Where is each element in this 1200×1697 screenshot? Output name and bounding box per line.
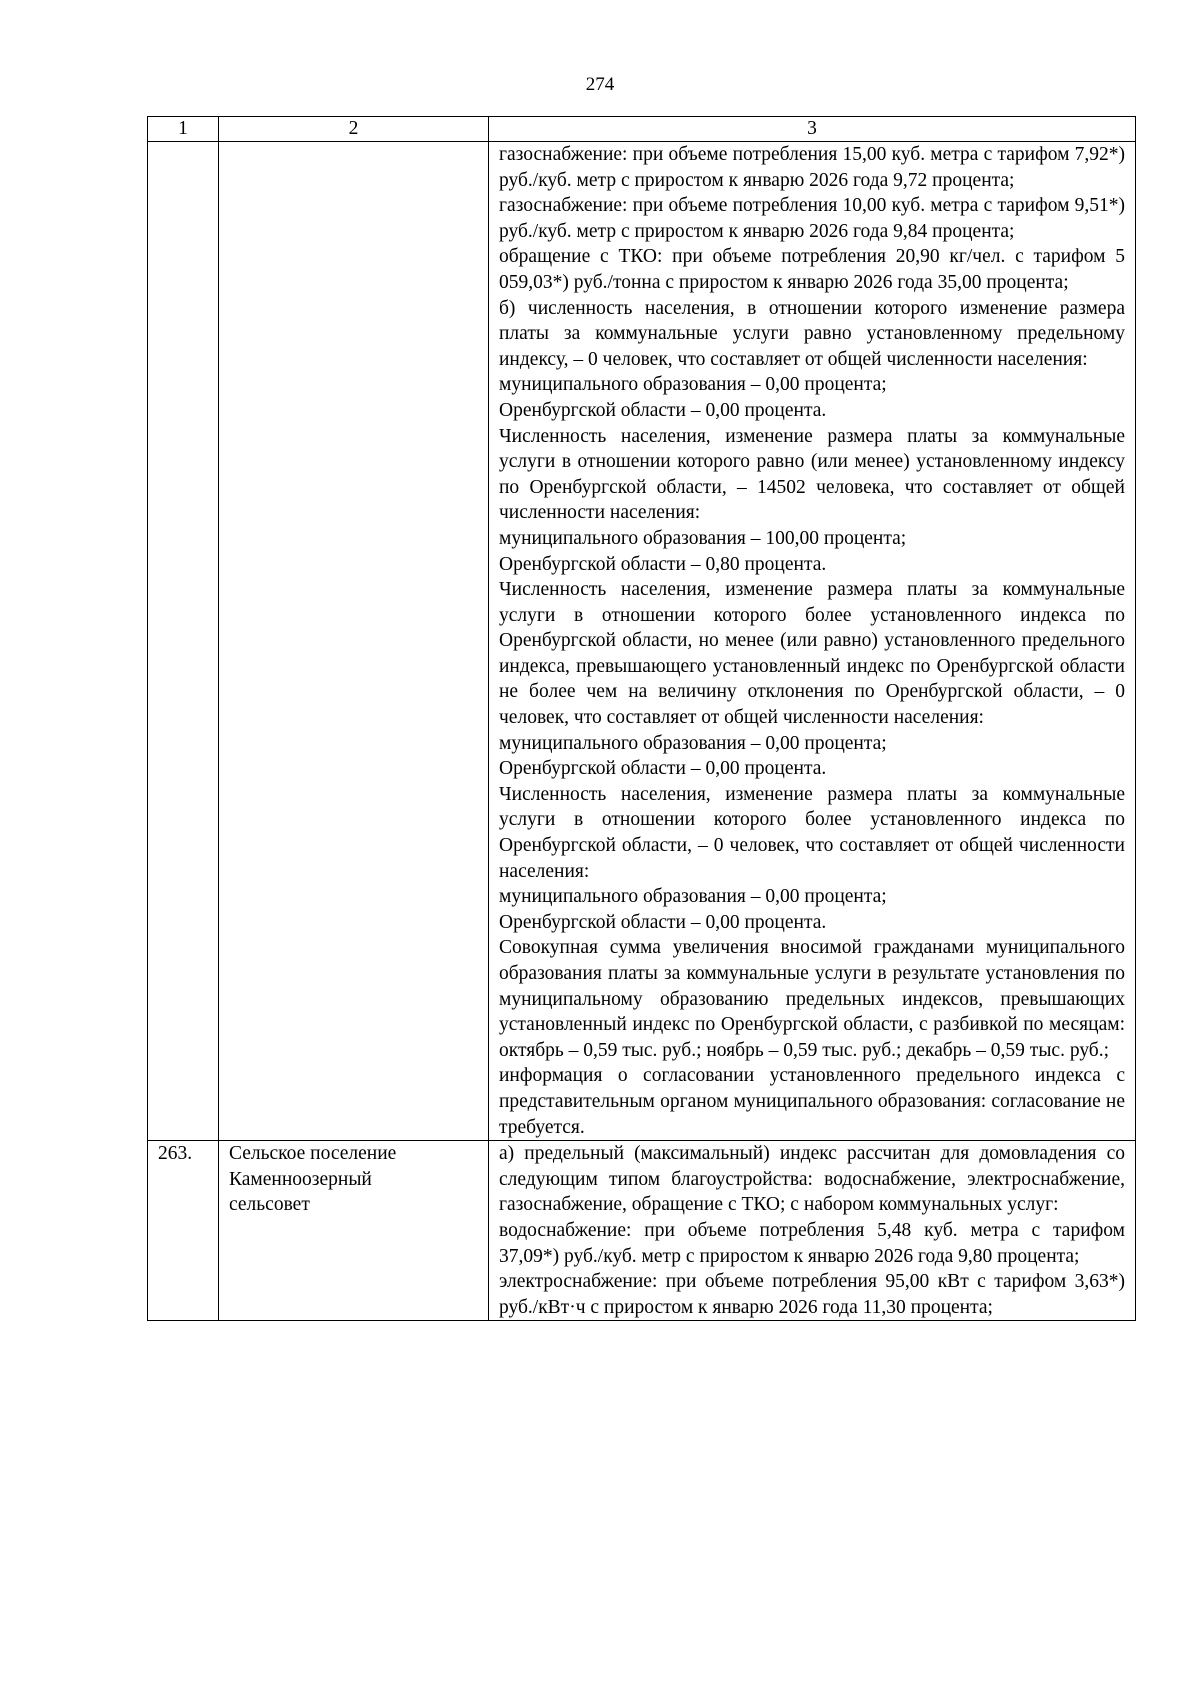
paragraph: муниципального образования – 100,00 процента; (499, 527, 907, 549)
paragraph: Численность населения, изменение размера платы за коммунальные услуги в отношении которого более установленного индекса по Оренбургской области, но менее (или равно) установленного предельного индекса, превышающего установленный индекс по Оренбургской области не более чем на величину отклонения по Оренбургской области, – 0 человек, что составляет от общей численности населения: (499, 579, 1125, 729)
paragraph: Оренбургской области – 0,80 процента. (499, 553, 827, 575)
column-header-3: 3 (489, 117, 1136, 142)
row-number-cell-empty (148, 142, 219, 1141)
row-name-cell-empty (219, 142, 489, 1141)
paragraph: муниципального образования – 0,00 процента; (499, 732, 887, 754)
paragraph: муниципального образования – 0,00 процента; (499, 374, 887, 396)
column-header-1: 1 (148, 117, 219, 142)
row-number: 263. (148, 1141, 219, 1321)
paragraph: Оренбургской области – 0,00 процента. (499, 758, 827, 780)
paragraph: информация о согласовании установленного предельного индекса с представительным органом муниципального образования: согласование не требуется. (499, 1065, 1125, 1138)
paragraph: Численность населения, изменение размера платы за коммунальные услуги в отношении которого равно (или менее) установленному индексу по Оренбургской области, – 14502 человека, что составляет от общей численности населения: (499, 425, 1125, 524)
paragraph: б) численность населения, в отношении которого изменение размера платы за коммунальные услуги равно установленному предельному индексу, – 0 человек, что составляет от общей численности населения: (499, 297, 1125, 370)
page-number: 274 (585, 74, 615, 95)
row-name (219, 1141, 489, 1321)
paragraph: а) предельный (максимальный) индекс рассчитан для домовладения со следующим типом благоустройства: водоснабжение, электроснабжение, газоснабжение, обращение с ТКО; с набором коммунальных услуг: (499, 1143, 1125, 1216)
paragraph: газоснабжение: при объеме потребления 15,00 куб. метра с тарифом 7,92*) руб./куб. метр с приростом к январю 2026 года 9,72 процента; (499, 144, 1125, 191)
paragraph: водоснабжение: при объеме потребления 5,48 куб. метра с тарифом 37,09*) руб./куб. метр с приростом к январю 2026 года 9,80 процента; (499, 1219, 1125, 1267)
row-content-cell (489, 1141, 1136, 1321)
row-name-line: Каменноозерный (229, 1168, 372, 1190)
table-row-263 (148, 1141, 1136, 1321)
paragraph: Оренбургской области – 0,00 процента. (499, 399, 827, 421)
table-row-continued (148, 142, 1136, 1141)
table-header-row (148, 117, 1136, 142)
paragraph: Численность населения, изменение размера платы за коммунальные услуги в отношении которого более установленного индекса по Оренбургской области, – 0 человек, что составляет от общей численности населения: (499, 783, 1125, 882)
data-table (147, 116, 1136, 1321)
paragraph: Оренбургской области – 0,00 процента. (499, 911, 827, 933)
row-content-cell (489, 142, 1136, 1141)
paragraph: газоснабжение: при объеме потребления 10,00 куб. метра с тарифом 9,51*) руб./куб. метр с приростом к январю 2026 года 9,84 процента; (499, 195, 1125, 242)
paragraph: Совокупная сумма увеличения вносимой гражданами муниципального образования платы за коммунальные услуги в результате установления по муниципальному образованию предельных индексов, превышающих установленный индекс по Оренбургской области, с разбивкой по месяцам: октябрь – 0,59 тыс. руб.; ноябрь – 0,59 тыс. руб.; декабрь – 0,59 тыс. руб.; (499, 937, 1125, 1061)
paragraph: обращение с ТКО: при объеме потребления 20,90 кг/чел. с тарифом 5 059,03*) руб./тонна с приростом к январю 2026 года 35,00 процента; (499, 246, 1125, 293)
paragraph: электроснабжение: при объеме потребления 95,00 кВт с тарифом 3,63*) руб./кВт·ч с приростом к январю 2026 года 11,30 процента; (499, 1271, 1125, 1318)
row-name-line: сельсовет (229, 1194, 310, 1216)
column-header-2: 2 (219, 117, 489, 142)
row-name-line: Сельское поселение (229, 1143, 397, 1165)
paragraph: муниципального образования – 0,00 процента; (499, 886, 887, 908)
